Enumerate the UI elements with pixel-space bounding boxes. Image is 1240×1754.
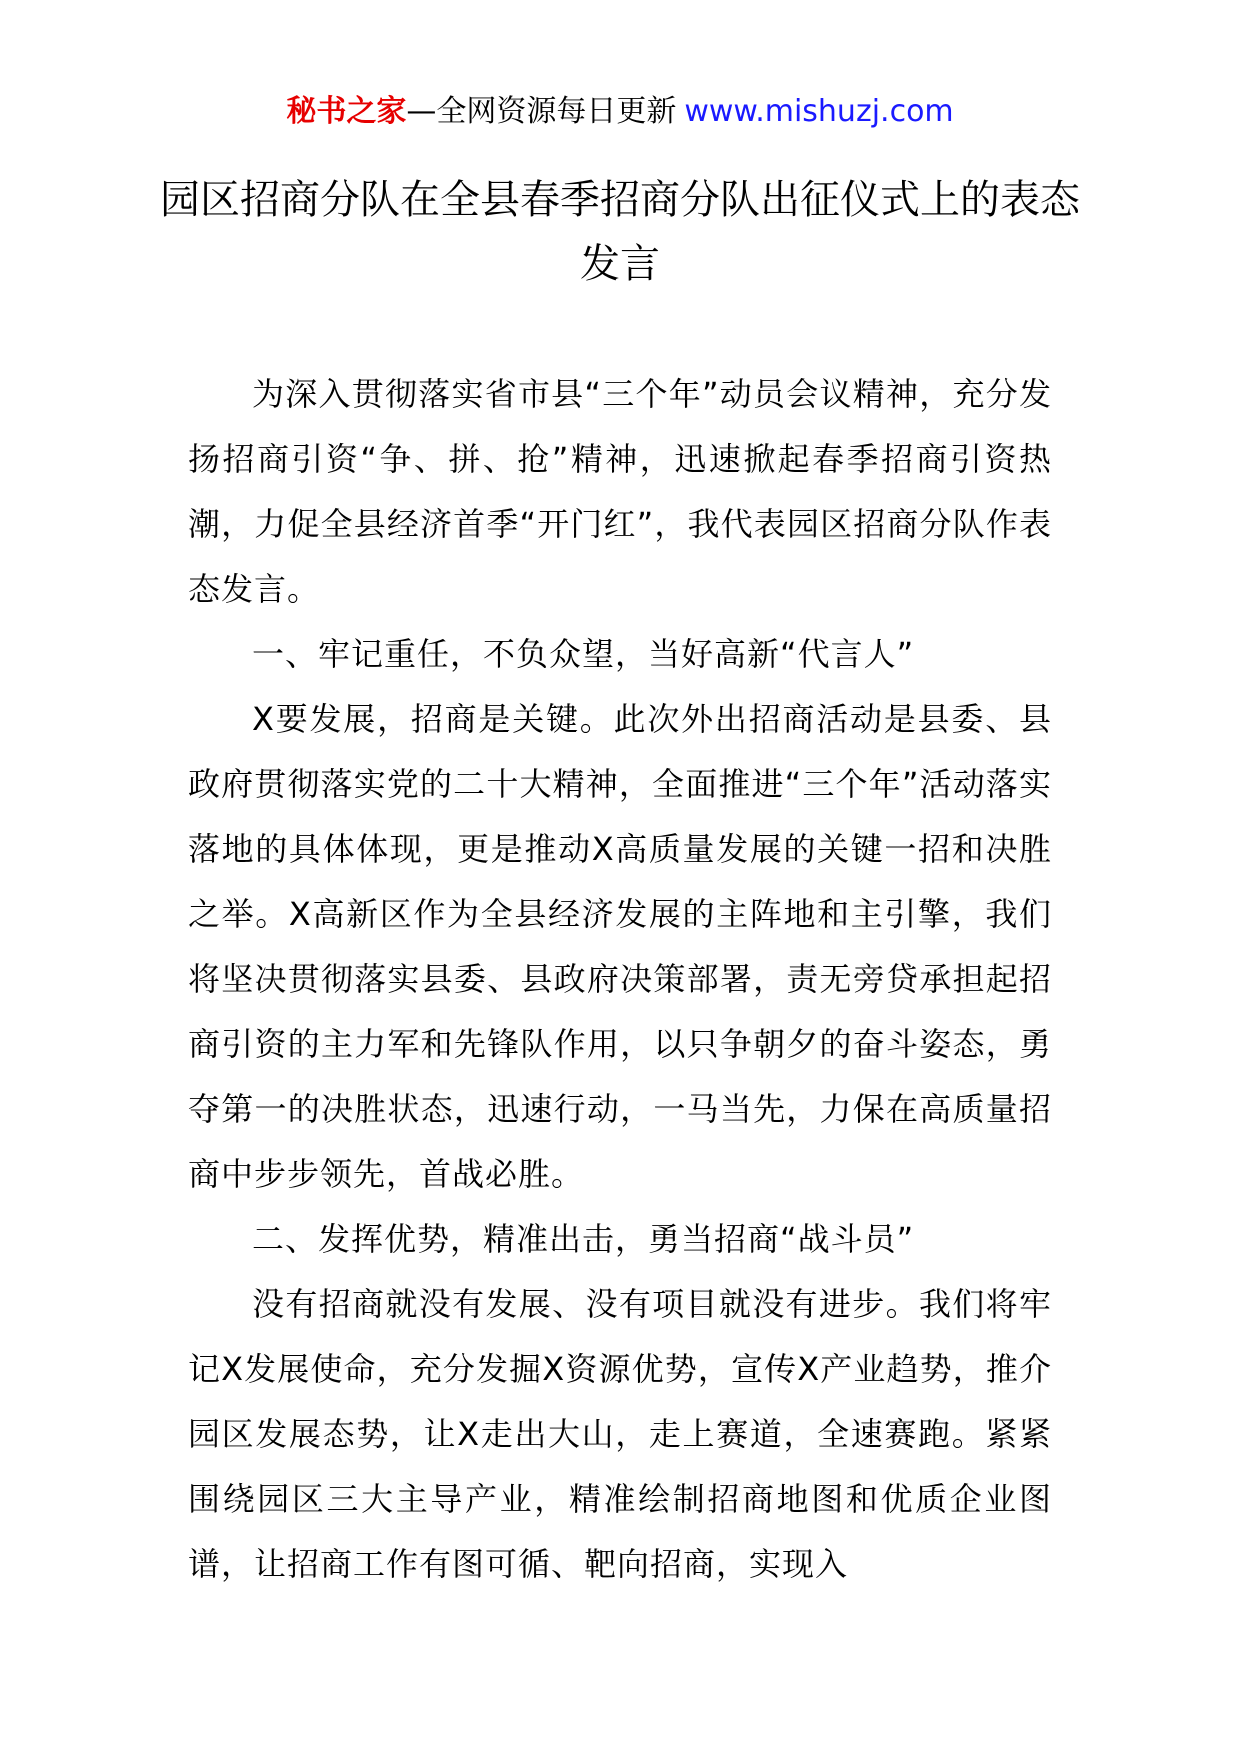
section-heading-1: 一、牢记重任，不负众望，当好高新“代言人” xyxy=(252,635,915,673)
section-paragraph-1: X要发展，招商是关键。此次外出招商活动是县委、县政府贯彻落实党的二十大精神，全面推进“三个年”活动落实落地的具体体现，更是推动X高质量发展的关键一招和决胜之举。X高新区作为全县经济发展的主阵地和主引擎，我们将坚决贯彻落实县委、县政府决策部署，责无旁贷承担起招商引资的主力军和先锋队作用，以只争朝夕的奋斗姿态，勇夺第一的决胜状态，迅速行动，一马当先，力保在高质量招商中步步领先，首战必胜。 xyxy=(188,700,1052,1193)
site-header xyxy=(0,92,1240,132)
section-heading-2: 二、发挥优势，精准出击，勇当招商“战斗员” xyxy=(252,1220,915,1258)
document-body xyxy=(188,362,1052,1597)
brand-name: 秘书之家 xyxy=(286,94,407,129)
site-url: www.mishuzj.com xyxy=(684,94,954,129)
document-title: 园区招商分队在全县春季招商分队出征仪式上的表态发言 xyxy=(160,177,1080,287)
header-tagline: —全网资源每日更新 xyxy=(406,94,677,129)
intro-paragraph: 为深入贯彻落实省市县“三个年”动员会议精神，充分发扬招商引资“争、拼、抢”精神，迅速掀起春季招商引资热潮，力促全县经济首季“开门红”，我代表园区招商分队作表态发言。 xyxy=(188,375,1052,608)
section-paragraph-2: 没有招商就没有发展、没有项目就没有进步。我们将牢记X发展使命，充分发掘X资源优势，宣传X产业趋势，推介园区发展态势，让X走出大山，走上赛道，全速赛跑。紧紧围绕园区三大主导产业，精准绘制招商地图和优质企业图谱，让招商工作有图可循、靶向招商，实现入 xyxy=(188,1285,1052,1583)
